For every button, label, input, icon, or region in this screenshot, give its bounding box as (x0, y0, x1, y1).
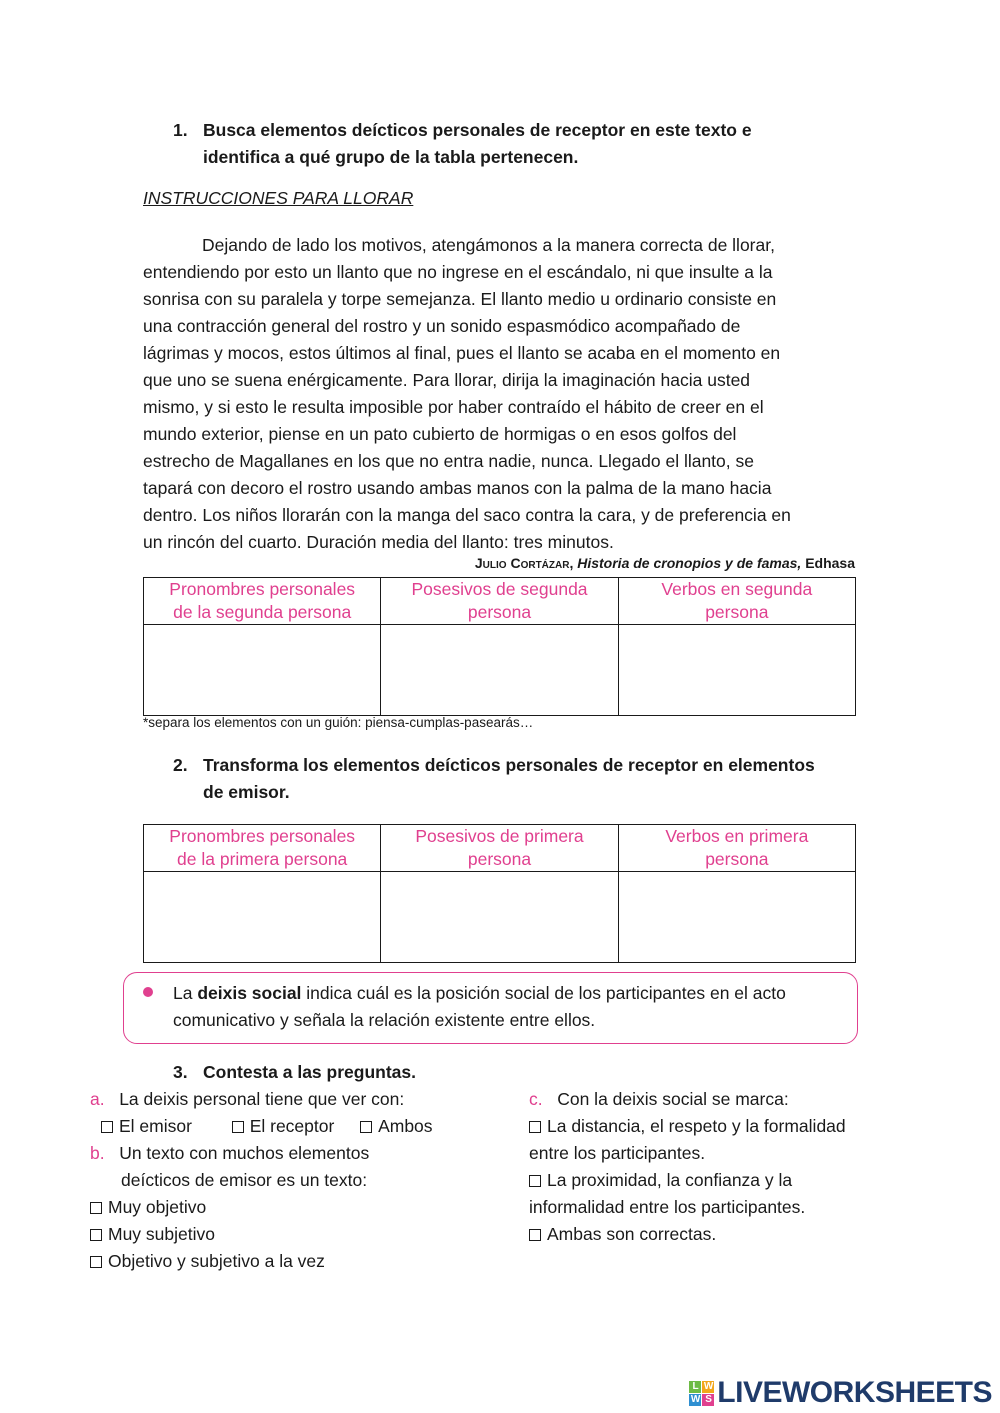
bullet-icon (143, 987, 153, 997)
table-note: *separa los elementos con un guión: piensa-cumplas-pasearás… (143, 715, 534, 730)
answer-cell-verbos[interactable] (618, 625, 855, 716)
question-3-number: 3. (173, 1062, 188, 1082)
checkbox-icon[interactable] (90, 1202, 102, 1214)
option-muy-subjetivo[interactable]: Muy subjetivo (90, 1221, 433, 1248)
answer-cell-posesivos[interactable] (381, 625, 618, 716)
checkbox-icon[interactable] (90, 1229, 102, 1241)
option-objetivo-y-subjetivo[interactable]: Objetivo y subjetivo a la vez (90, 1248, 433, 1275)
citation-book: Historia de cronopios y de famas, (577, 555, 802, 571)
option-proximidad[interactable]: La proximidad, la confianza y la (529, 1167, 846, 1194)
item-letter-c: c. (529, 1089, 543, 1109)
question-2-line-1: Transforma los elementos deícticos personales de receptor en elementos (203, 755, 815, 775)
text-title: INSTRUCCIONES PARA LLORAR (143, 188, 414, 208)
table-header: Verbos en segunda persona (618, 578, 855, 625)
item-a-question: La deixis personal tiene que ver con: (119, 1089, 405, 1109)
option-el-emisor[interactable]: El emisor (101, 1116, 192, 1136)
question-3-heading (0, 1059, 1000, 1086)
option-ambos[interactable]: Ambos (360, 1116, 432, 1136)
item-letter-a: a. (90, 1089, 105, 1109)
table-header: Posesivos de primera persona (381, 825, 618, 872)
question-1-number: 1. (173, 120, 188, 140)
option-muy-objetivo[interactable]: Muy objetivo (90, 1194, 433, 1221)
checkbox-icon[interactable] (90, 1256, 102, 1268)
option-proximidad-cont: informalidad entre los participantes. (529, 1197, 806, 1217)
table-header: Pronombres personales de la segunda persona (144, 578, 381, 625)
question-1-heading (0, 117, 1000, 177)
table-header: Posesivos de segunda persona (381, 578, 618, 625)
logo-text: LIVEWORKSHEETS (717, 1376, 992, 1409)
paragraph-line: Dejando de lado los motivos, atengámonos a la manera correcta de llorar, (202, 235, 775, 255)
citation-publisher: Edhasa (805, 555, 855, 571)
checkbox-icon[interactable] (529, 1121, 541, 1133)
paragraph-line: sonrisa con su paralela y torpe semejanza. El llanto medio u ordinario consiste en (143, 289, 777, 309)
paragraph-line: tapará con decoro el rostro usando ambas manos con la palma de la mano hacia (143, 478, 772, 498)
liveworksheets-logo (689, 1376, 992, 1410)
checkbox-icon[interactable] (529, 1229, 541, 1241)
question-3-left-column (90, 1086, 433, 1275)
citation (475, 555, 855, 571)
option-distancia[interactable]: La distancia, el respeto y la formalidad (529, 1113, 846, 1140)
question-1-line-1: Busca elementos deícticos personales de receptor en este texto e (203, 120, 752, 140)
paragraph-line: mismo, y si esto le resulta imposible por haber contraído el hábito de creer en el (143, 397, 764, 417)
paragraph-line: estrecho de Magallanes en los que no entra nadie, nunca. Llegado el llanto, se (143, 451, 754, 471)
checkbox-icon[interactable] (360, 1121, 372, 1133)
question-2-line-2: de emisor. (203, 782, 290, 802)
checkbox-icon[interactable] (529, 1175, 541, 1187)
option-el-receptor[interactable]: El receptor (232, 1116, 335, 1136)
table-first-person (143, 824, 856, 963)
text-paragraph (143, 232, 858, 556)
answer-cell-verbos[interactable] (618, 872, 855, 963)
checkbox-icon[interactable] (101, 1121, 113, 1133)
logo-mark-icon: L W W S (690, 1380, 713, 1405)
info-box-text: La deixis social indica cuál es la posición social de los participantes en el acto comunicativo y señala la relación existente entre ellos. (173, 983, 786, 1030)
question-2-number: 2. (173, 755, 188, 775)
checkbox-icon[interactable] (232, 1121, 244, 1133)
paragraph-line: lágrimas y mocos, estos últimos al final, pues el llanto se acaba en el momento en (143, 343, 781, 363)
paragraph-line: entendiendo por esto un llanto que no ingrese en el escándalo, ni que insulte a la (143, 262, 773, 282)
table-header: Pronombres personales de la primera persona (144, 825, 381, 872)
option-ambas-correctas[interactable]: Ambas son correctas. (529, 1221, 846, 1248)
paragraph-line: dentro. Los niños llorarán con la manga del saco contra la cara, y de preferencia en (143, 505, 791, 525)
item-b-question-line-2: deícticos de emisor es un texto: (121, 1170, 368, 1190)
question-3-right-column (529, 1086, 846, 1248)
item-letter-b: b. (90, 1143, 105, 1163)
paragraph-line: un rincón del cuarto. Duración media del llanto: tres minutos. (143, 532, 614, 552)
table-second-person (143, 577, 856, 716)
table-header: Verbos en primera persona (618, 825, 855, 872)
question-1-line-2: identifica a qué grupo de la tabla pertenecen. (203, 147, 579, 167)
item-b-question-line-1: Un texto con muchos elementos (119, 1143, 370, 1163)
question-3-title: Contesta a las preguntas. (203, 1062, 416, 1082)
paragraph-line: una contracción general del rostro y un sonido espasmódico acompañado de (143, 316, 741, 336)
item-c-question: Con la deixis social se marca: (557, 1089, 789, 1109)
info-box-keyword: deixis social (197, 983, 302, 1003)
answer-cell-posesivos[interactable] (381, 872, 618, 963)
answer-cell-pronombres[interactable] (144, 625, 381, 716)
question-2-heading (0, 752, 1000, 812)
option-distancia-cont: entre los participantes. (529, 1143, 706, 1163)
citation-author: Julio Cortázar, (474, 555, 574, 571)
answer-cell-pronombres[interactable] (144, 872, 381, 963)
paragraph-line: que uno se suena enérgicamente. Para llorar, dirija la imaginación hacia usted (143, 370, 751, 390)
paragraph-line: mundo exterior, piense en un pato cubierto de hormigas o en esos golfos del (143, 424, 737, 444)
